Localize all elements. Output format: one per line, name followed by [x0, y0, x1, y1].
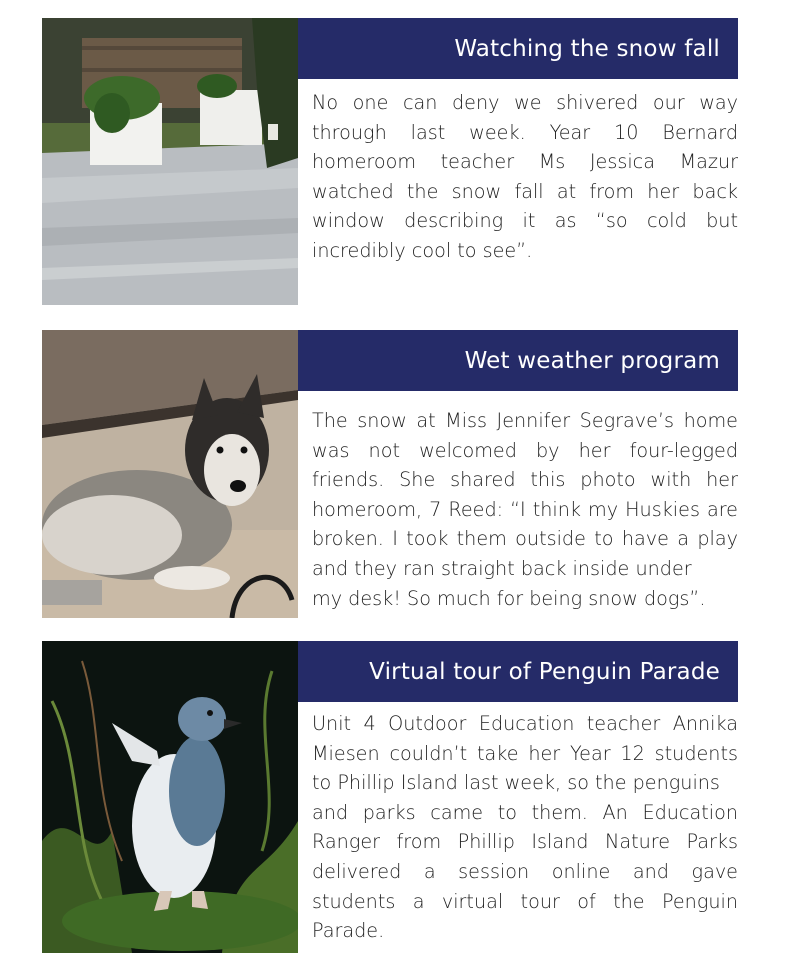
story-title: Watching the snow fall: [454, 35, 720, 62]
body-line: window describing it as “so cold but: [312, 209, 738, 233]
husky-under-desk-photo: [42, 330, 298, 618]
body-line: Unit 4 Outdoor Education teacher Annika: [312, 712, 738, 735]
body-line: Miesen couldn’t take her Year 12 students: [312, 741, 738, 765]
body-line: The snow at Miss Jennifer Segrave’s home: [312, 409, 738, 432]
body-line: Parade.: [312, 919, 385, 943]
body-line: to Phillip Island last week, so the penguins: [312, 771, 720, 795]
body-line: homeroom, 7 Reed: “I think my Huskies are: [312, 497, 738, 521]
story-body: [312, 709, 738, 946]
body-line: my desk! So much for being snow dogs”.: [312, 586, 706, 610]
little-penguin-photo: [42, 641, 298, 953]
body-line: and parks came to them. An Education: [312, 800, 738, 824]
story-title: Virtual tour of Penguin Parade: [369, 658, 720, 685]
body-line: delivered a session online and gave: [312, 859, 738, 883]
body-line: Ranger from Phillip Island Nature Parks: [312, 830, 738, 854]
story-body: [312, 406, 738, 613]
body-line: No one can deny we shivered our way: [312, 91, 738, 114]
body-line: homeroom teacher Ms Jessica Mazur: [312, 150, 738, 174]
story-body: [312, 88, 738, 266]
body-line: and they ran straight back inside under: [312, 556, 692, 580]
story-title-banner: [298, 18, 738, 79]
body-line: was not welcomed by her four-legged: [312, 438, 738, 462]
body-line: through last week. Year 10 Bernard: [312, 120, 738, 144]
body-line: students a virtual tour of the Penguin: [312, 889, 738, 913]
body-line: incredibly cool to see”.: [312, 238, 533, 262]
story-title: Wet weather program: [464, 347, 720, 374]
body-line: watched the snow fall at from her back: [312, 179, 738, 203]
story-title-banner: [298, 641, 738, 702]
body-line: friends. She shared this photo with her: [312, 468, 738, 492]
body-line: broken. I took them outside to have a play: [312, 527, 738, 551]
story-title-banner: [298, 330, 738, 391]
snowy-backyard-photo: [42, 18, 298, 305]
